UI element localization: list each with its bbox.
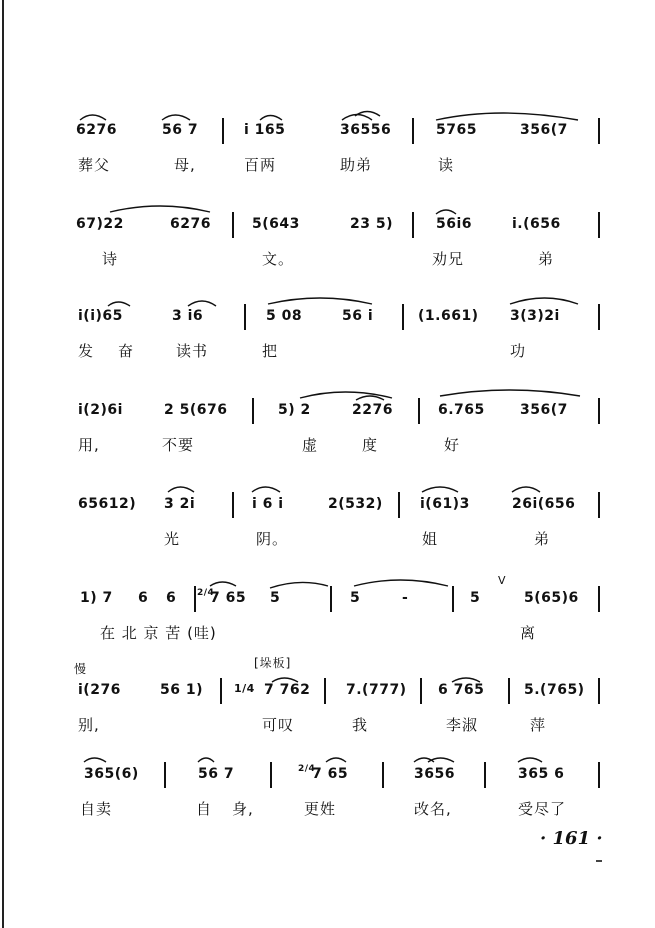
note-group: 36556	[340, 122, 392, 138]
barline	[598, 398, 600, 424]
note-group: 5	[350, 590, 361, 606]
barline	[508, 678, 510, 704]
lyric: 文。	[262, 250, 295, 268]
lyric: 不要	[162, 436, 195, 454]
barline	[232, 492, 234, 518]
lyric: 别,	[78, 716, 100, 734]
note-group: 7 65	[210, 590, 247, 606]
note-group: 3 2i	[164, 496, 196, 512]
note-group: i(61)3	[420, 496, 470, 512]
note-group: i 6 i	[252, 496, 284, 512]
note-group: i(276	[78, 682, 121, 698]
page-corner-mark	[596, 860, 602, 862]
note-group: 7.(777)	[346, 682, 407, 698]
note-group: 2(532)	[328, 496, 383, 512]
note-group: 7 65	[312, 766, 349, 782]
lyric: 好	[444, 436, 461, 454]
note-group: 3 i6	[172, 308, 204, 324]
barline	[220, 678, 222, 704]
note-group: 1) 7	[80, 590, 113, 606]
barline	[244, 304, 246, 330]
lyric: 奋	[118, 342, 135, 360]
lyric: 度	[362, 436, 379, 454]
barline	[164, 762, 166, 788]
lyric: 更姓	[304, 800, 337, 818]
lyric: 受尽了	[518, 800, 567, 818]
note-group: 6276	[170, 216, 211, 232]
note-group: 6 765	[438, 682, 485, 698]
note-group: 5(643	[252, 216, 300, 232]
lyric: 身,	[232, 800, 254, 818]
note-group: 6	[166, 590, 177, 606]
lyric: 弟	[534, 530, 551, 548]
note-group: i.(656	[512, 216, 561, 232]
note-group: 6	[138, 590, 149, 606]
score-line-1	[0, 104, 655, 174]
time-signature: 1/4	[234, 682, 255, 695]
score-line-5	[0, 478, 655, 548]
note-group: 3(3)2i	[510, 308, 560, 324]
note-group: 5.(765)	[524, 682, 585, 698]
lyric: 可叹	[262, 716, 295, 734]
barline	[418, 398, 420, 424]
note-group: 5(65)6	[524, 590, 579, 606]
note-group: 356(7	[520, 122, 568, 138]
barline	[222, 118, 224, 144]
barline	[598, 762, 600, 788]
barline	[598, 678, 600, 704]
lyric: 自	[196, 800, 213, 818]
score-line-8	[0, 748, 655, 818]
slurs-line-6	[0, 572, 655, 642]
note-group: 2 5(676	[164, 402, 228, 418]
lyric: 读	[438, 156, 455, 174]
lyric: 读书	[176, 342, 209, 360]
score-line-2	[0, 198, 655, 268]
note-group: 3656	[414, 766, 455, 782]
note-group: 56i6	[436, 216, 473, 232]
barline	[252, 398, 254, 424]
note-group: 365(6)	[84, 766, 139, 782]
lyric: 诗	[102, 250, 119, 268]
lyric: 在 北 京 苦 (哇)	[100, 624, 217, 642]
note-group: 5) 2	[278, 402, 311, 418]
note-group: 356(7	[520, 402, 568, 418]
score-line-4	[0, 384, 655, 454]
barline	[598, 212, 600, 238]
lyric: 自卖	[80, 800, 113, 818]
breath-mark: V	[498, 574, 507, 587]
lyric: 功	[510, 342, 527, 360]
lyric: 用,	[78, 436, 100, 454]
barline	[598, 492, 600, 518]
note-group: -	[402, 590, 409, 606]
barline	[598, 586, 600, 612]
note-group: 56 7	[198, 766, 235, 782]
lyric: 百两	[244, 156, 277, 174]
lyric: 光	[164, 530, 181, 548]
score-line-7	[0, 656, 655, 734]
note-group: 56 7	[162, 122, 199, 138]
barline	[598, 118, 600, 144]
lyric: 离	[520, 624, 537, 642]
note-group: 26i(656	[512, 496, 576, 512]
slurs-line-3	[0, 290, 655, 360]
note-group: 6276	[76, 122, 117, 138]
lyric: 我	[352, 716, 369, 734]
barline	[382, 762, 384, 788]
note-group: 365 6	[518, 766, 565, 782]
score-line-3	[0, 290, 655, 360]
note-group: 2276	[352, 402, 393, 418]
barline	[324, 678, 326, 704]
note-group: 5 08	[266, 308, 303, 324]
slurs-line-2	[0, 198, 655, 268]
note-group: 67)22	[76, 216, 124, 232]
barline	[452, 586, 454, 612]
barline	[598, 304, 600, 330]
barline	[420, 678, 422, 704]
lyric: 把	[262, 342, 279, 360]
note-group: 65612)	[78, 496, 137, 512]
note-group: 5	[470, 590, 481, 606]
barline	[330, 586, 332, 612]
lyric: 助弟	[340, 156, 373, 174]
lyric: 弟	[538, 250, 555, 268]
note-group: 56 i	[342, 308, 374, 324]
lyric: 葬父	[78, 156, 111, 174]
tempo-marking: 慢	[74, 662, 88, 676]
barline	[398, 492, 400, 518]
barline	[412, 118, 414, 144]
barline	[270, 762, 272, 788]
barline	[402, 304, 404, 330]
note-group: i 165	[244, 122, 286, 138]
lyric: 改名,	[414, 800, 452, 818]
section-label: [垛板]	[254, 656, 292, 670]
lyric: 姐	[422, 530, 439, 548]
lyric: 虚	[302, 436, 319, 454]
note-group: 7 762	[264, 682, 311, 698]
note-group: i(i)65	[78, 308, 123, 324]
note-group: 23 5)	[350, 216, 393, 232]
time-signature: 2/4	[298, 764, 316, 774]
barline	[194, 586, 196, 612]
note-group: 5765	[436, 122, 477, 138]
note-group: 56 1)	[160, 682, 203, 698]
note-group: 5	[270, 590, 281, 606]
barline	[484, 762, 486, 788]
time-signature: 2/4	[197, 588, 215, 598]
note-group: (1.661)	[418, 308, 479, 324]
score-line-6	[0, 572, 655, 642]
lyric: 阴。	[256, 530, 289, 548]
lyric: 劝兄	[432, 250, 465, 268]
barline	[232, 212, 234, 238]
page-number: · 161 ·	[540, 828, 603, 849]
slurs-line-5	[0, 478, 655, 548]
lyric: 李淑	[446, 716, 479, 734]
note-group: 6.765	[438, 402, 485, 418]
barline	[412, 212, 414, 238]
lyric: 母,	[174, 156, 196, 174]
lyric: 发	[78, 342, 95, 360]
lyric: 萍	[530, 716, 547, 734]
note-group: i(2)6i	[78, 402, 123, 418]
